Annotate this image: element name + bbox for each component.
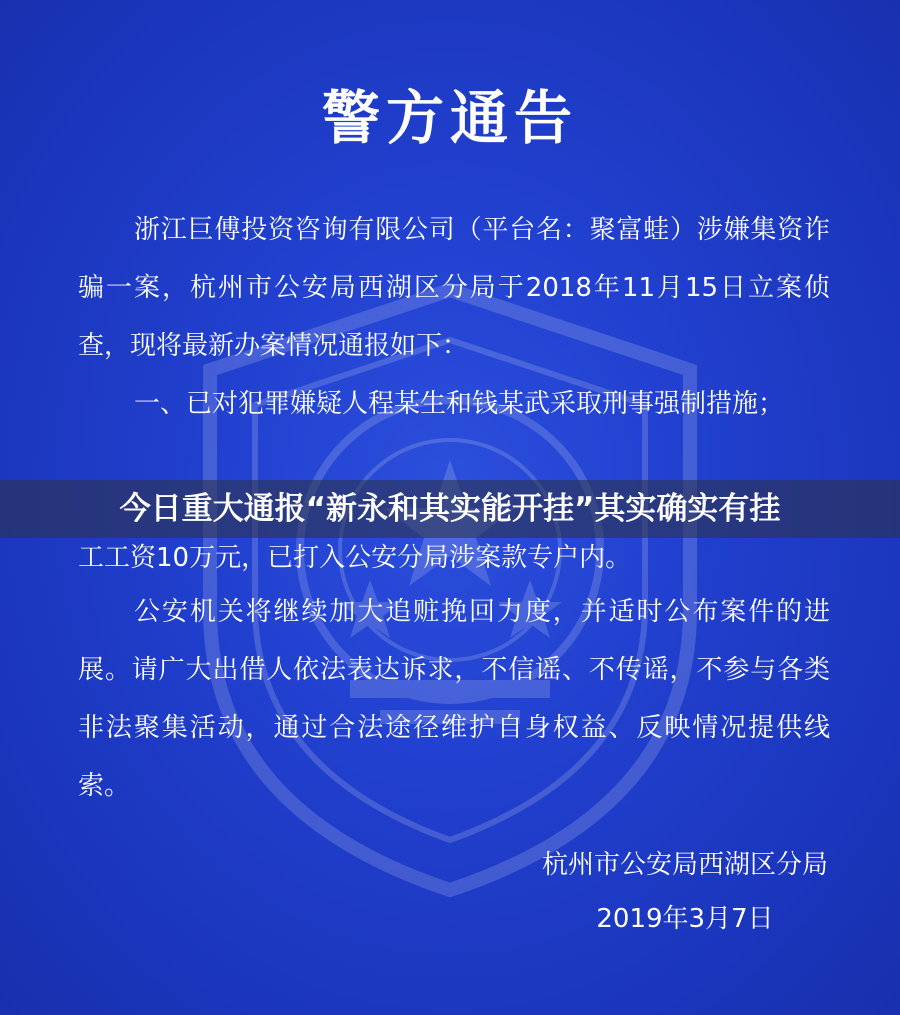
signature-organization: 杭州市公安局西湖区分局 xyxy=(541,850,828,880)
notice-paragraph-1: 浙江巨傅投资咨询有限公司（平台名：聚富蛙）涉嫌集资诈骗一案，杭州市公安局西湖区分局于2018年11月15日立案侦查，现将最新办案情况通报如下： xyxy=(78,215,830,361)
signature-date: 2019年3月7日 xyxy=(596,904,774,934)
notice-title: 警方通告 xyxy=(321,84,578,152)
notice-paragraph-2: 一、已对犯罪嫌疑人程某生和钱某武采取刑事强制措施； xyxy=(134,389,785,419)
notice-paragraph-3: 工工资10万元，已打入公安分局涉案款专户内。 xyxy=(78,543,632,573)
notice-paragraph-4: 公安机关将继续加大追赃挽回力度，并适时公布案件的进展。请广大出借人依法表达诉求，不信谣、不传谣，不参与各类非法聚集活动，通过合法途径维护自身权益、反映情况提供线索。 xyxy=(78,597,830,801)
notice-signature xyxy=(542,838,828,946)
headline-overlay-text: 今日重大通报“新永和其实能开挂”其实确实有挂 xyxy=(119,491,781,527)
